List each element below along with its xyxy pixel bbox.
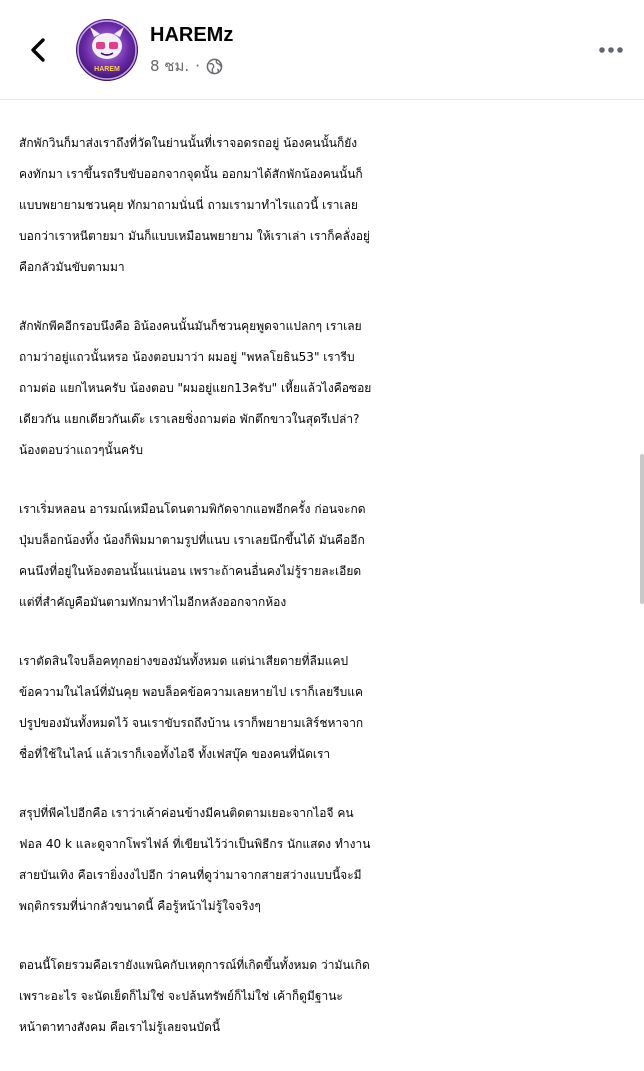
paragraph [19, 646, 627, 770]
paragraph [19, 494, 627, 618]
post-meta [150, 54, 223, 78]
text-line: สักพักวินก็มาส่งเราถึงที่วัดในย่านนั้นที่เราจอดรถอยู่ น้องคนนั้นก็ยัง [19, 136, 358, 150]
text-line: สรุปที่พีคไปอีกคือ เราว่าเค้าค่อนข้างมีคนติดตามเยอะจากไอจี คน [19, 806, 354, 820]
text-line: คนนึงที่อยู่ในห้องตอนนั้นแน่นอน เพราะถ้าคนอื่นคงไม่รู้รายละเอียด [19, 564, 362, 578]
text-line: แบบพยายามชวนคุย ทักมาถามนั่นนี่ ถามเรามาทำไรแถวนี้ เราเลย [19, 198, 358, 212]
svg-text:HAREM: HAREM [94, 66, 120, 73]
text-line: คงทักมา เราขึ้นรถรีบขับออกจากจุดนั้น ออกมาได้สักพักน้องคนนั้นก็ [19, 167, 363, 181]
meta-separator: · [195, 57, 200, 75]
text-line: น้องตอบว่าแถวๆนั้นครับ [19, 443, 144, 457]
text-line: ถามต่อ แยกไหนครับ น้องตอบ "ผมอยู่แยก13ครับ" เหี้ยแล้วไงคือซอย [19, 381, 372, 395]
text-line: ปรูปของมันทั้งหมดไว้ จนเราขับรถถึงบ้าน เราก็พยายามเสิร์ชหาจาก [19, 716, 364, 730]
text-line: เดียวกัน แยกเดียวกันเด๊ะ เราเลยชิ่งถามต่อ พักตึกขาวในสุดรึเปล่า? [19, 412, 360, 426]
text-line: บอกว่าเราหนีตายมา มันก็แบบเหมือนพยายาม ให้เราเล่า เราก็คลั่งอยู่ [19, 229, 370, 243]
globe-icon [206, 58, 223, 75]
scrollbar[interactable] [640, 454, 644, 604]
text-line: ข้อความในไลน์ที่มันคุย พอบล็อคข้อความเลยหายไป เราก็เลยรีบแค [19, 685, 364, 699]
more-dots-icon [598, 46, 624, 54]
avatar[interactable] [76, 19, 138, 81]
text-line: ถามว่าอยู่แถวนั้นหรอ น้องตอบมาว่า ผมอยู่ "พหลโยธิน53" เรารีบ [19, 350, 355, 364]
text-line: ฟอล 40 k และดูจากโพรไฟล์ ที่เขียนไว้ว่าเป็นพิธีกร นักแสดง ทำงาน [19, 837, 371, 851]
text-line: สายบันเทิง คือเรายิ่งงงไปอีก ว่าคนที่ดูว่ามาจากสายสว่างแบบนี้จะมี [19, 868, 362, 882]
text-line: คือกลัวมันขับตามมา [19, 260, 125, 274]
avatar-logo [76, 19, 138, 81]
page-name[interactable]: HAREMz [150, 24, 234, 46]
text-line: ตอนนี้โดยรวมคือเรายังแพนิคกับเหตุการณ์ที่เกิดขึ้นทั้งหมด ว่ามันเกิด [19, 958, 370, 972]
text-line: สักพักพีคอีกรอบนึงคือ อิน้องคนนั้นมันก็ชวนคุยพูดจาแปลกๆ เราเลย [19, 319, 362, 333]
more-options-button[interactable] [594, 36, 628, 64]
text-line: เราเริ่มหลอน อารมณ์เหมือนโดนตามพิกัดจากแอพอีกครั้ง ก่อนจะกด [19, 502, 366, 516]
text-line: ชื่อที่ใช้ในไลน์ แล้วเราก็เจอทั้งไอจี ทั้งเฟสบุ๊ค ของคนที่นัดเรา [19, 747, 331, 761]
back-button[interactable] [18, 28, 58, 72]
paragraph [19, 798, 627, 922]
text-line: พฤติกรรมที่น่ากลัวขนาดนี้ คือรู้หน้าไม่รู้ใจจริงๆ [19, 899, 261, 913]
text-line: ปุ่มบล็อกน้องทิ้ง น้องก็พิมมาตามรูปที่แนบ เราเลยนึกขึ้นได้ มันคืออีก [19, 533, 365, 547]
post-header [0, 0, 644, 100]
text-line: หน้าตาทางสังคม คือเราไม่รู้เลยจนบัดนี้ [19, 1020, 221, 1034]
paragraph [19, 950, 627, 1043]
post-body [19, 128, 627, 1071]
chevron-left-icon [27, 37, 49, 63]
text-line: แต่ที่สำคัญคือมันตามทักมาทำไมอีกหลังออกจากห้อง [19, 595, 287, 609]
paragraph [19, 311, 627, 466]
text-line: เพราะอะไร จะนัดเย็ดก็ไม่ใช่ จะปล้นทรัพย์ก็ไม่ใช่ เค้าก็ดูมีฐานะ [19, 989, 343, 1003]
post-time[interactable]: 8 ชม. [150, 57, 190, 75]
text-line: เราตัดสินใจบล็อคทุกอย่างของมันทั้งหมด แต่น่าเสียดายที่ลืมแคป [19, 654, 349, 668]
paragraph [19, 128, 627, 283]
